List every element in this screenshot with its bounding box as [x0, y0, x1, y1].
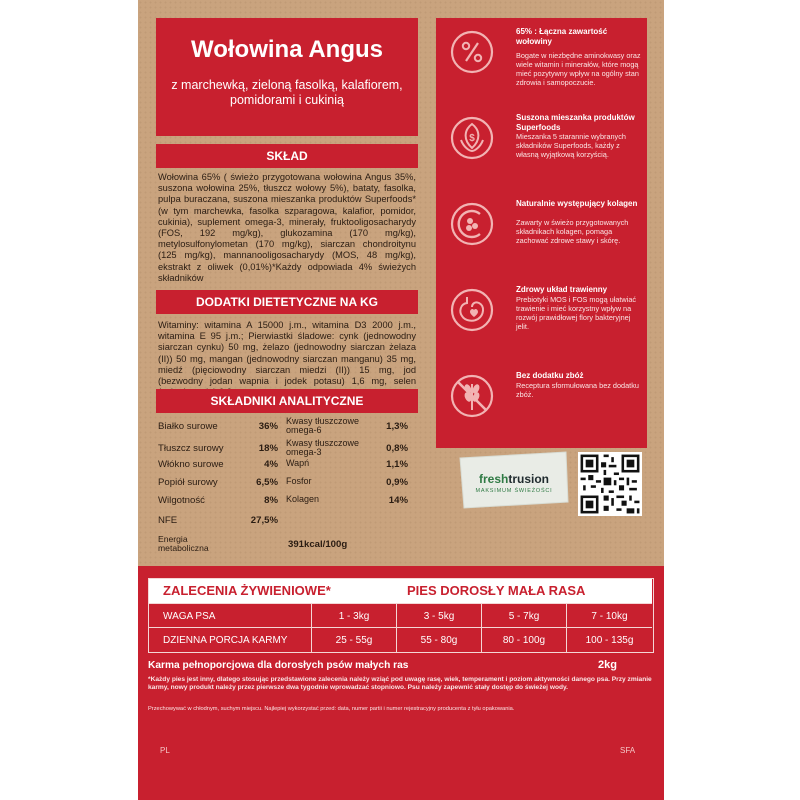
portion-row — [149, 627, 652, 651]
weight-cell: 1 - 3kg — [311, 604, 396, 628]
feature-title: Zdrowy układ trawienny — [516, 285, 608, 294]
portion-cell: 80 - 100g — [481, 628, 566, 652]
feature-body: Prebiotyki MOS i FOS mogą ułatwiać trawienie i mieć korzystny wpływ na rozwój prawidłowej flory bakteryjnej jelit. — [516, 295, 637, 331]
analysis-value: 0,8% — [386, 442, 408, 454]
feature-body: Bogate w niezbędne aminokwasy oraz wiele witamin i minerałów, które mogą mieć pozytywny wpływ na ogólny stan zdrowia i samopoczucie. — [516, 51, 641, 87]
energy-label: Energia metaboliczna — [158, 533, 209, 553]
analysis-row — [158, 454, 416, 474]
analysis-value: 1,3% — [386, 420, 408, 432]
analysis-value: 14% — [388, 494, 408, 506]
additives-heading: DODATKI DIETETYCZNE NA KG — [156, 290, 418, 314]
analysis-value: 4% — [264, 458, 278, 470]
analysis-row — [158, 532, 416, 556]
feature-item — [436, 18, 647, 104]
feeding-target: PIES DOROSŁY MAŁA RASA — [407, 583, 586, 598]
collagen-icon — [448, 200, 496, 248]
analysis-label: Wilgotność — [158, 494, 205, 506]
analysis-label: Włókno surowe — [158, 458, 224, 470]
portion-cell: 55 - 80g — [396, 628, 481, 652]
svg-text:$: $ — [469, 133, 475, 144]
weight-cell: 3 - 5kg — [396, 604, 481, 628]
brand-tagline: MAKSIMUM ŚWIEŻOŚCI — [475, 488, 553, 494]
analysis-value: 18% — [258, 442, 278, 454]
analysis-label: NFE — [158, 514, 178, 526]
portion-cell: 100 - 135g — [566, 628, 652, 652]
brand-name-trusion: trusion — [508, 472, 549, 486]
analysis-label: Popiół surowy — [158, 476, 218, 488]
composition-heading: SKŁAD — [156, 144, 418, 168]
brand-name — [462, 472, 566, 486]
analysis-value: 0,9% — [386, 476, 408, 488]
product-description: Karma pełnoporcjowa dla dorosłych psów małych ras — [148, 660, 409, 671]
percent-icon — [448, 28, 496, 76]
feeding-table — [148, 578, 654, 653]
feature-body: Mieszanka 5 starannie wybranych składników Superfoods, każdy z własną wyjątkową korzyścią. — [516, 132, 626, 159]
weight-cell: 5 - 7kg — [481, 604, 566, 628]
analysis-label: Tłuszcz surowy — [158, 442, 224, 454]
feature-item — [436, 276, 647, 362]
feature-title: 65% : Łączna zawartość wołowiny — [516, 27, 608, 46]
freshtrusion-badge — [454, 448, 572, 512]
additives-text: Witaminy: witamina A 15000 j.m., witamina D3 2000 j.m., witamina E 95 j.m.; Pierwiastki śladowe: cynk (jednowodny siarczan cynku) 50 mg, żelazo (jednowodny siarczan żelaza (II)) 50 mg, mangan (jednowodny siarczan manganu) 35 mg, miedź (pięciowodny siarczan miedzi (II)) 15 mg, jod (bezwodny jodan wapnia i jodek potasu) 1,6 mg, selen — [158, 320, 416, 387]
product-label — [138, 0, 664, 800]
feature-item — [436, 104, 647, 190]
weight-label: WAGA PSA — [163, 610, 216, 622]
digestion-icon — [448, 286, 496, 334]
weight-cell: 7 - 10kg — [566, 604, 652, 628]
feature-body: Receptura sformułowana bez dodatku zbóż. — [516, 381, 639, 399]
analysis-value: 36% — [258, 420, 278, 432]
feature-title: Suszona mieszanka produktów Superfoods — [516, 113, 635, 132]
analysis-label: Białko surowe — [158, 420, 218, 432]
grain-free-icon — [448, 372, 496, 420]
feeding-band — [138, 566, 664, 800]
analysis-label: Fosfor — [286, 476, 312, 487]
analysis-row — [158, 510, 416, 530]
product-code: SFA — [620, 746, 636, 755]
analysis-row — [158, 472, 416, 492]
analysis-value: 1,1% — [386, 458, 408, 470]
package-weight: 2kg — [598, 659, 617, 671]
energy-value: 391kcal/100g — [288, 538, 348, 550]
features-panel — [436, 18, 647, 448]
analysis-row — [158, 416, 416, 436]
analysis-value: 8% — [264, 494, 278, 506]
qr-code[interactable] — [578, 452, 642, 516]
portion-label: DZIENNA PORCJA KARMY — [163, 634, 288, 646]
analysis-heading: SKŁADNIKI ANALITYCZNE — [156, 389, 418, 413]
superfood-icon — [448, 114, 496, 162]
analysis-label: Kolagen — [286, 494, 320, 505]
language-code: PL — [160, 746, 170, 755]
feeding-table-header — [149, 579, 652, 603]
composition-text: Wołowina 65% ( świeżo przygotowana wołowina Angus 35%, suszona wołowina 25%, tłuszcz wołowy 5%), bataty, fasolka, pulpa buraczana, suszona mieszanka produktów Superfoods* (w tym marchewka, fasolka szparagowa, kalafior, pomidor, cukinia), suplement omega-3, minerały, fruktooligosacharydy (FOS, 192 mg/kg), glukozamina (170 mg/kg), metylosulfonylometan (170 mg/kg), siarczan chondroitynu (125 mg/kg), mannanooligosacharydy (MOS, 48 mg/kg), ekstrakt z oliwek (0,01%)*Każdy odpowiada 4% świeżych składników — [158, 172, 416, 283]
feature-item — [436, 190, 647, 276]
title-box — [156, 18, 418, 136]
analysis-value: 27,5% — [250, 514, 278, 526]
portion-cell: 25 - 55g — [311, 628, 396, 652]
analysis-label: Kwasy tłuszczowe omega-3 — [286, 437, 360, 457]
analysis-row — [158, 490, 416, 510]
product-subtitle: z marchewką, zieloną fasolką, kalafiorem, pomidorami i cukinią — [171, 78, 403, 107]
analysis-label: Kwasy tłuszczowe omega-6 — [286, 415, 360, 435]
analysis-label: Wapń — [286, 458, 310, 469]
feature-title: Naturalnie występujący kolagen — [516, 199, 638, 208]
storage-note: Przechowywać w chłodnym, suchym miejscu. Najlepiej wykorzystać przed: data, numer partii i numer rejestracyjny producenta z tyłu opakowania. — [148, 706, 515, 712]
feature-title: Bez dodatku zbóż — [516, 371, 584, 380]
analysis-value: 6,5% — [256, 476, 278, 488]
feeding-note: *Każdy pies jest inny, dlatego stosując przedstawione zalecenia należy wziąć pod uwagę rasę, wiek, temperament i poziom aktywności danego psa. Przy zmianie karmy, nowy produkt należy przez pierwsze dwa tygodnie wprowadzać stopniowo. Psu należy zapewnić stały dostęp do świeżej wody. — [148, 676, 652, 692]
feature-item — [436, 362, 647, 448]
product-title: Wołowina Angus — [191, 36, 383, 63]
feature-body: Zawarty w świeżo przygotowanych składnikach kolagen, pomaga zachować zdrowe stawy i skórę. — [516, 218, 629, 245]
feeding-heading: ZALECENIA ŻYWIENIOWE* — [163, 583, 331, 598]
weight-row — [149, 603, 652, 627]
brand-name-fresh: fresh — [478, 472, 509, 486]
